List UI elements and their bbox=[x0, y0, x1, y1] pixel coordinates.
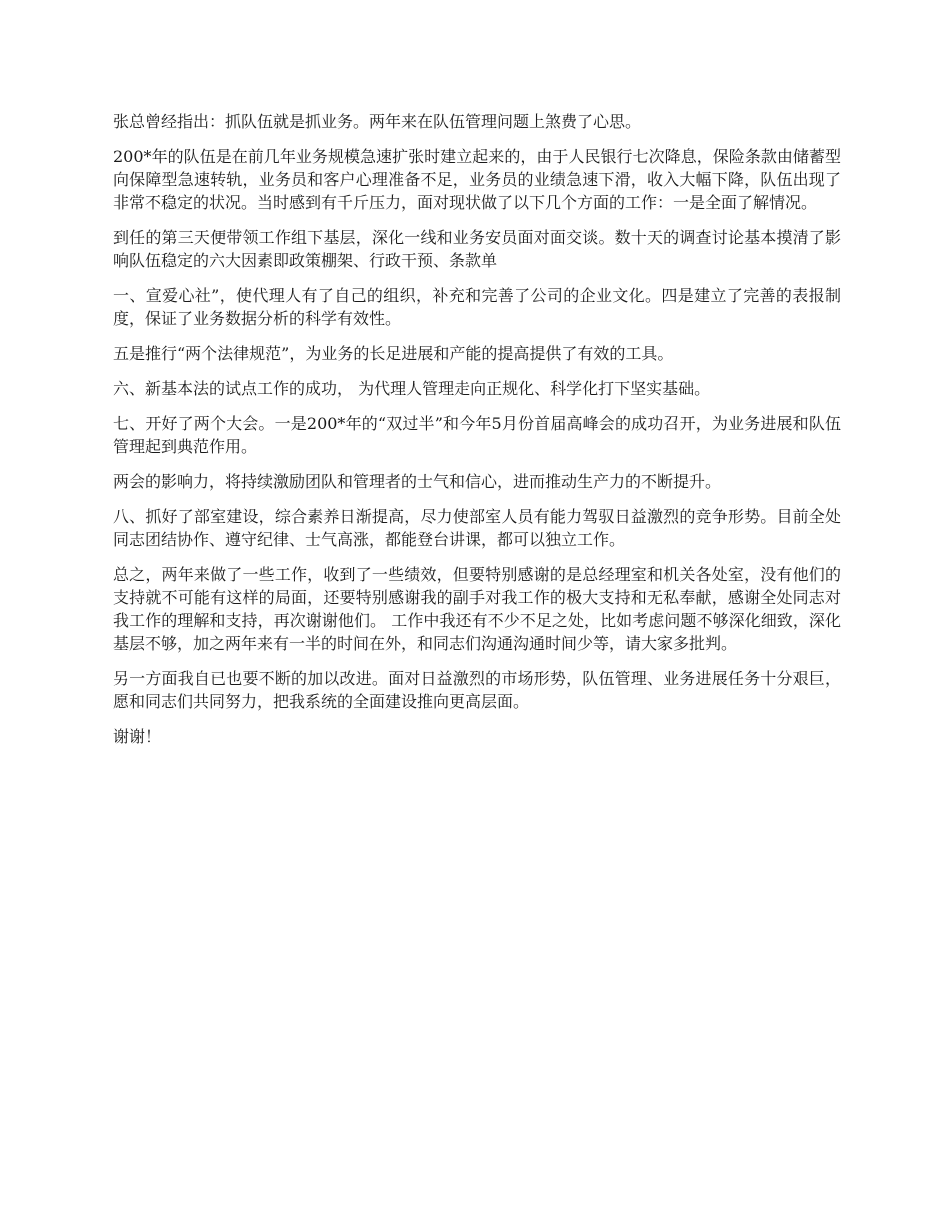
paragraph: 到任的第三天便带领工作组下基层，深化一线和业务安员面对面交谈。数十天的调查讨论基本摸清了影响队伍稳定的六大因素即政策棚架、行政干预、条款单 bbox=[113, 228, 841, 270]
closing-text: 谢谢！ bbox=[113, 727, 162, 746]
paragraph: 五是推行“两个法律规范”，为业务的长足进展和产能的提高提供了有效的工具。 bbox=[113, 344, 674, 363]
document-body bbox=[113, 110, 841, 760]
paragraph: 200*年的队伍是在前几年业务规模急速扩张时建立起来的，由于人民银行七次降息，保险条款由储蓄型向保障型急速转轨，业务员和客户心理准备不足，业务员的业绩急速下滑，收入大幅下降，队伍出现了非常不稳定的状况。当时感到有千斤压力，面对现状做了以下几个方面的工作：一是全面了解情况。 bbox=[113, 147, 841, 212]
paragraph: 八、抓好了部室建设，综合素养日渐提高，尽力使部室人员有能力驾驭日益激烈的竞争形势。目前全处同志团结协作、遵守纪律、士气高涨，都能登台讲课，都可以独立工作。 bbox=[113, 507, 841, 549]
paragraph: 六、新基本法的试点工作的成功， 为代理人管理走向正规化、科学化打下坚实基础。 bbox=[113, 379, 711, 398]
paragraph: 七、开好了两个大会。一是200*年的“双过半”和今年5月份首届高峰会的成功召开，为业务进展和队伍管理起到典范作用。 bbox=[113, 414, 841, 456]
paragraph: 另一方面我自已也要不断的加以改进。面对日益激烈的市场形势，队伍管理、业务进展任务十分艰巨，愿和同志们共同努力，把我系统的全面建设推向更高层面。 bbox=[113, 669, 841, 711]
paragraph: 张总曾经指出：抓队伍就是抓业务。两年来在队伍管理问题上煞费了心思。 bbox=[113, 112, 642, 131]
paragraph: 总之，两年来做了一些工作，收到了一些绩效，但要特别感谢的是总经理室和机关各处室，没有他们的支持就不可能有这样的局面，还要特别感谢我的副手对我工作的极大支持和无私奉献，感谢全处同志对我工作的理解和支持，再次谢谢他们。 工作中我还有不少不足之处，比如考虑问题不够深化细致，深化基层不够，加之两年来有一半的时间在外，和同志们沟通沟通时间少等，请大家多批判。 bbox=[113, 565, 841, 653]
paragraph: 两会的影响力，将持续激励团队和管理者的士气和信心，进而推动生产力的不断提升。 bbox=[113, 472, 722, 491]
paragraph: 一、宣爱心社”，使代理人有了自己的组织，补充和完善了公司的企业文化。四是建立了完善的表报制度，保证了业务数据分析的科学有效性。 bbox=[113, 286, 841, 328]
